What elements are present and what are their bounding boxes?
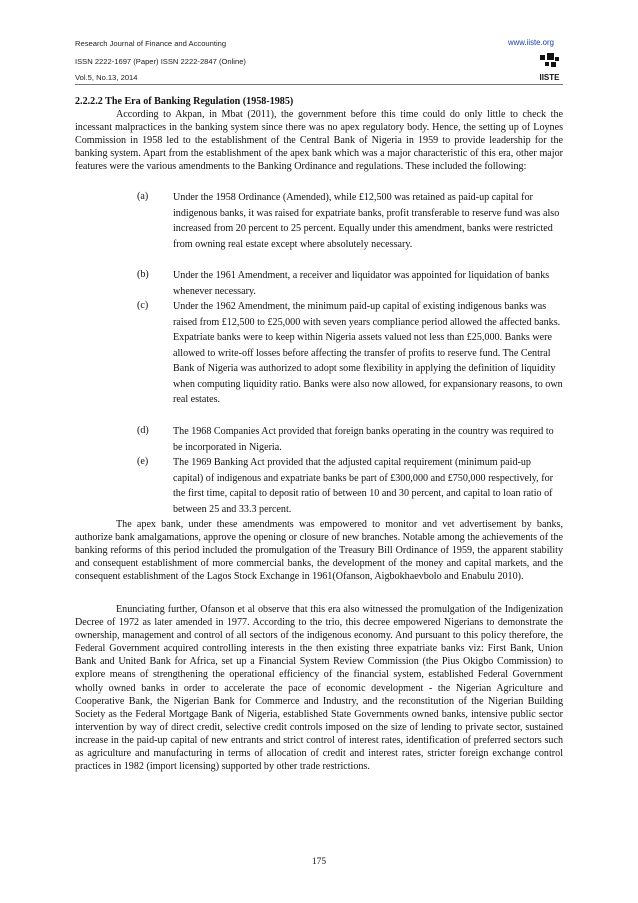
paragraph-2: The apex bank, under these amendments was empowered to monitor and vet advertisement by banks, authorize bank amalgamations, approve the opening or closure of new branches. Notable among the achievements of the banking reforms of this period included the promulgation of the Treasury Bill Ordinance of 1959, the apparent stability and consequent establishment of more commercial banks, the development of the money and capital markets, and the consequent establishment of the Lagos Stock Exchange in 1961(Ofanson, Aigbokhaevbolo and Enabulu 2010). [75,519,563,583]
item-text-c: Under the 1962 Amendment, the minimum paid-up capital of existing indigenous banks was raised from £12,500 to £25,000 with seven years compliance period allowed the affected banks. Expatriate banks were to keep within Nigeria assets valued not less than £25,000. Banks were allowed to write-off losses before affecting the transfer of profits to reserve fund. The Central Bank of Nigeria was authorized to adopt some flexibility in applying the definition of liquidity when computing liquidity ratio. Banks were also now allowed, for expansionary reasons, to own real estates. [173,301,563,405]
issn-line: ISSN 2222-1697 (Paper) ISSN 2222-2847 (Online) [75,57,246,66]
section-title: 2.2.2.2 The Era of Banking Regulation (1958-1985) [75,96,294,107]
item-label-b: (b) [137,269,149,280]
iiste-logo-icon [537,53,562,83]
header-rule [75,84,563,85]
page-number: 175 [311,857,327,867]
item-text-e: The 1969 Banking Act provided that the adjusted capital requirement (minimum paid-up capital) of indigenous and expatriate banks be part of £300,000 and £750,000 respectively, for the first time, capital to deposit ratio of between 10 and 30 percent, and capital to loan ratio of between 25 and 33.3 percent. [173,457,553,515]
journal-url-link[interactable]: www.iiste.org [508,38,554,47]
paragraph-1: According to Akpan, in Mbat (2011), the government before this time could do only little to check the incessant malpractices in the banking system since there was no apex regulatory body. Hence, the setting up of Loynes Commission in 1958 led to the establishment of the Central Bank of Nigeria in 1959 to provide leadership for the banking system. Apart from the establishment of the apex bank which was a major characteristic of this era, other major features were the various amendments to the Banking Ordinance and regulations. These included the following: [75,109,563,173]
journal-name: Research Journal of Finance and Accounting [75,39,227,48]
item-label-c: (c) [137,300,149,311]
volume-line: Vol.5, No.13, 2014 [75,73,138,82]
item-label-d: (d) [137,425,149,436]
item-text-a: Under the 1958 Ordinance (Amended), while £12,500 was retained as paid-up capital for indigenous banks, it was raised for expatriate banks, profit transferable to reserve fund was also increased from 20 percent to 25 percent. Equally under this amendment, banks were restricted from owning real estate except where absolutely necessary. [173,192,560,250]
logo-text: IISTE [539,73,560,82]
item-text-d: The 1968 Companies Act provided that foreign banks operating in the country was required to be incorporated in Nigeria. [173,426,554,453]
item-label-e: (e) [137,456,149,467]
paragraph-3: Enunciating further, Ofanson et al observe that this era also witnessed the promulgation of the Indigenization Decree of 1972 as later amended in 1977. According to the trio, this decree empowered Nigerians to demonstrate the ownership, management and control of all sectors of the indigenous economy. And pursuant to this policy therefore, the Federal Government acquired controlling interests in the then existing three expatriate banks viz: First Bank, Union Bank and United Bank for Africa, set up a Financial System Review Commission (the Pius Okigbo Commission) to explore means of strengthening the operational efficiency of the financial system, established Federal Government wholly owned banks in order to accelerate the pace of economic development - the Nigerian Agriculture and Cooperative Bank, the Nigerian Bank for Commerce and Industry, and the reconstitution of the Nigerian Building Society as the Federal Mortgage Bank of Nigeria, established State Governments owned banks, intensive public sector intervention by way of direct credit, selective credit controls imposed on the size of lending to private sector, sustained increase in the paid-up capital of new entrants and strict control of interest rates, identification of preferred sectors such as agriculture and manufacturing in terms of allocation of credit and interest rates, stricter foreign exchange control practices in 1982 (import licensing) supported by other trade restrictions. [75,604,563,773]
item-text-b: Under the 1961 Amendment, a receiver and liquidator was appointed for liquidation of banks whenever necessary. [173,270,550,297]
item-label-a: (a) [137,191,149,202]
